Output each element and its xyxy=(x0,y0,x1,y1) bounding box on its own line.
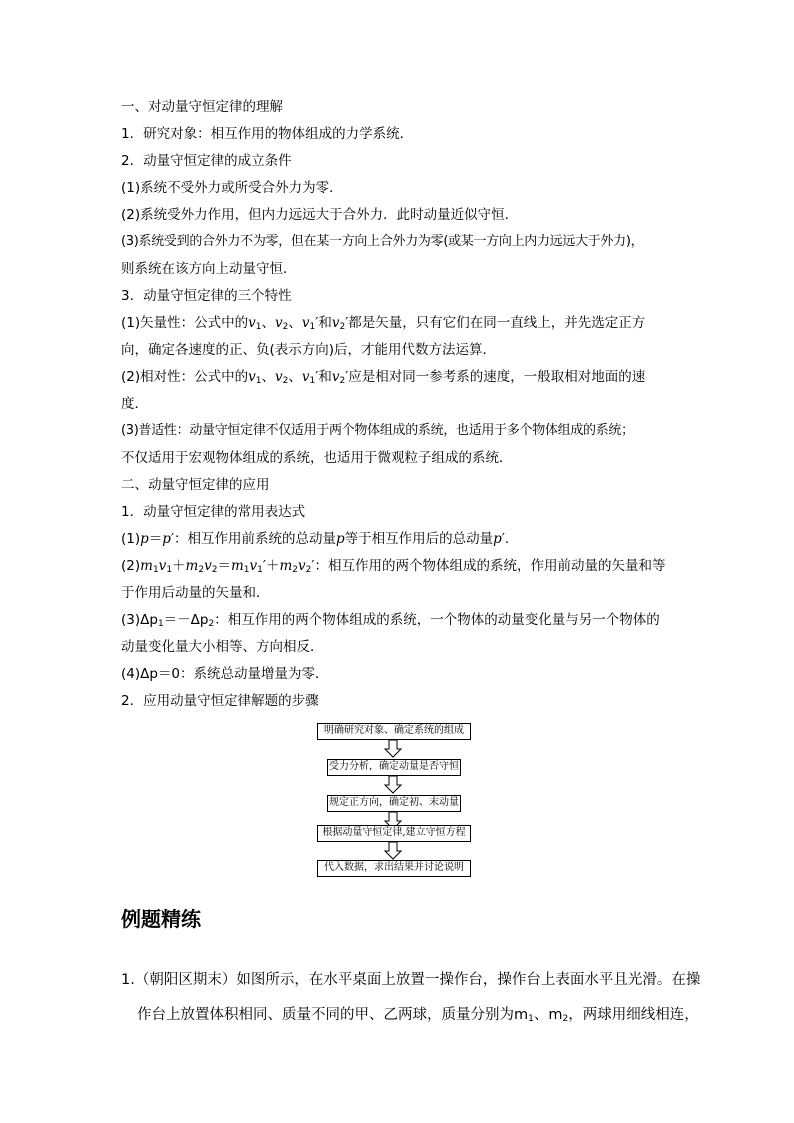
steps-heading: 2．应用动量守恒定律解题的步骤 xyxy=(121,693,319,709)
flow-arrow-icon xyxy=(383,740,403,758)
flow-step-2: 受力分析，确定动量是否守恒 xyxy=(327,759,461,776)
expression-1: (1)p＝p′：相互作用前系统的总动量p等于相互作用后的总动量p′. xyxy=(121,531,510,547)
flow-step-1: 明确研究对象、确定系统的组成 xyxy=(317,723,471,740)
examples-heading: 例题精练 xyxy=(121,907,201,931)
property-relative-line2: 度． xyxy=(121,396,148,412)
property-universal-line1: (3)普适性：动量守恒定律不仅适用于两个物体组成的系统，也适用于多个物体组成的系统； xyxy=(121,423,634,438)
flow-arrow-icon xyxy=(383,842,403,860)
flow-step-4: 根据动量守恒定律,建立守恒方程 xyxy=(317,825,471,842)
condition-2: (2)系统受外力作用，但内力远远大于合外力．此时动量近似守恒． xyxy=(121,207,519,223)
property-relative-line1: (2)相对性：公式中的$v_1$、$v_2$、$v_1'$和$v_2'$应是相对同一参考系的速度，一般取相对地面的速 xyxy=(121,369,646,386)
condition-3-line1: (3)系统受到的合外力不为零，但在某一方向上合外力为零(或某一方向上内力远远大于外力)， xyxy=(121,234,644,249)
expression-3-line2: 动量变化量大小相等、方向相反． xyxy=(121,639,324,655)
expressions-heading: 1．动量守恒定律的常用表达式 xyxy=(121,504,306,520)
condition-3-line2: 则系统在该方向上动量守恒． xyxy=(121,261,297,277)
property-vector-line1: (1)矢量性：公式中的$v_1$、$v_2$、$v_1'$和$v_2'$都是矢量，只有它们在同一直线上，并先选定正方 xyxy=(121,315,646,332)
example-1-line1: 1.（朝阳区期末）如图所示，在水平桌面上放置一操作台，操作台上表面水平且光滑。在操 xyxy=(121,972,701,988)
conditions-heading: 2．动量守恒定律的成立条件 xyxy=(121,153,292,169)
expression-4: (4)Δp＝0：系统总动量增量为零． xyxy=(121,666,329,682)
section1-heading: 一、对动量守恒定律的理解 xyxy=(121,99,283,115)
flow-step-5: 代入数据，求出结果并讨论说明 xyxy=(317,860,471,877)
property-vector-line2: 向，确定各速度的正、负(表示方向)后，才能用代数方法运算． xyxy=(121,342,497,358)
example-1-line2: 作台上放置体积相同、质量不同的甲、乙两球，质量分别为$m_1$、$m_2$，两球用细线相连， xyxy=(137,1007,699,1024)
expression-2-line2: 于作用后动量的矢量和． xyxy=(121,585,270,601)
expression-2-line1: $(2)m_1v_1+m_2v_2=m_1v_1'+m_2v_2'$：相互作用的两个物体组成的系统，作用前动量的矢量和等 xyxy=(121,558,666,575)
condition-1: (1)系统不受外力或所受合外力为零． xyxy=(121,180,343,196)
flow-step-3: 规定正方向，确定初、末动量 xyxy=(327,795,461,812)
expression-3-line1: $(3)\Delta p_1=-\Delta p_2$：相互作用的两个物体组成的系统，一个物体的动量变化量与另一个物体的 xyxy=(121,612,660,629)
flow-arrow-icon xyxy=(383,776,403,794)
section2-heading: 二、动量守恒定律的应用 xyxy=(121,477,270,493)
properties-heading: 3．动量守恒定律的三个特性 xyxy=(121,288,292,304)
research-object: 1．研究对象：相互作用的物体组成的力学系统． xyxy=(121,126,414,142)
property-universal-line2: 不仅适用于宏观物体组成的系统，也适用于微观粒子组成的系统． xyxy=(121,450,513,466)
